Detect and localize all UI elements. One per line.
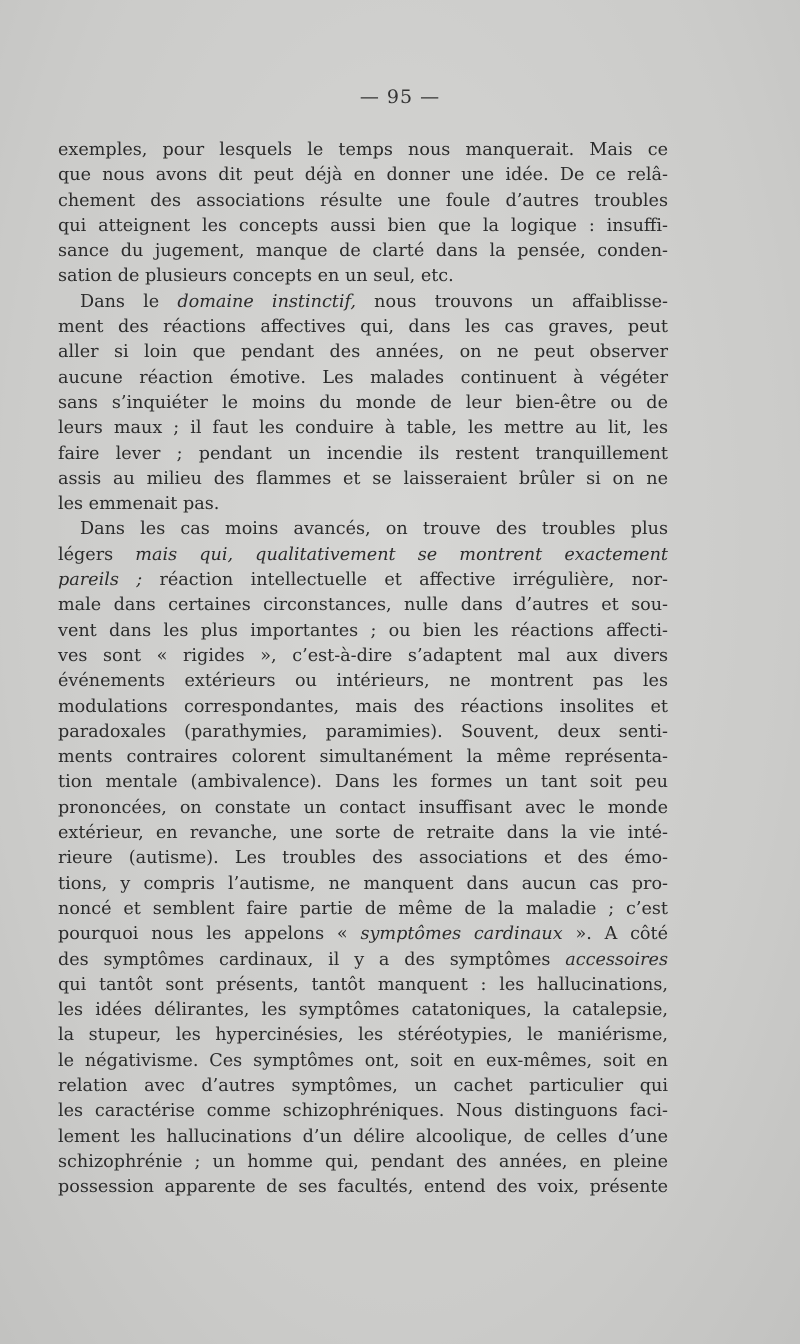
text-line [58,315,668,340]
text-segment: ». A côté [562,924,668,945]
text-line [58,1099,668,1124]
text-segment: aucune réaction émotive. Les malades continuent à végéter [58,367,668,388]
text-segment: leurs maux ; il faut les conduire à table, les mettre au lit, les [58,418,668,439]
text-segment: chement des associations résulte une foule d’autres troubles [58,190,668,211]
text-segment: tions, y compris l’autisme, ne manquent dans aucun cas pro- [58,873,668,894]
text-line [58,1125,668,1150]
text-segment: sance du jugement, manque de clarté dans la pensée, conden- [58,241,668,262]
text-line [58,1150,668,1175]
text-line [58,593,668,618]
text-segment: extérieur, en revanche, une sorte de retraite dans la vie inté- [58,823,668,844]
text-line [58,163,668,188]
text-line [58,340,668,365]
italic-text: mais qui, qualitativement se montrent exactement [135,544,668,565]
text-line [58,517,668,542]
text-line [58,214,668,239]
text-segment: pourquoi nous les appelons « [58,924,361,945]
text-line [58,948,668,973]
text-segment: événements extérieurs ou intérieurs, ne montrent pas les [58,671,668,692]
text-segment: qui atteignent les concepts aussi bien que la logique : insuffi- [58,215,668,236]
text-line [58,973,668,998]
text-line [58,770,668,795]
text-line [58,290,668,315]
text-line [58,695,668,720]
text-segment: aller si loin que pendant des années, on ne peut observer [58,342,668,363]
text-line [58,391,668,416]
text-segment: modulations correspondantes, mais des réactions insolites et [58,696,668,717]
text-line [58,264,668,289]
text-line [58,1175,668,1200]
text-segment: vent dans les plus importantes ; ou bien les réactions affecti- [58,620,668,641]
text-segment: des symptômes cardinaux, il y a des symptômes [58,949,566,970]
text-line [58,239,668,264]
text-segment: le négativisme. Ces symptômes ont, soit en eux-mêmes, soit en [58,1050,668,1071]
text-line [58,467,668,492]
italic-text: symptômes cardinaux [360,924,563,945]
text-segment: ment des réactions affectives qui, dans les cas graves, peut [58,317,668,338]
text-segment: légers [58,544,136,565]
text-line [58,1049,668,1074]
text-line [58,543,668,568]
text-segment: que nous avons dit peut déjà en donner une idée. De ce relâ- [58,165,668,186]
text-line [58,669,668,694]
text-line [58,619,668,644]
text-segment: possession apparente de ses facultés, entend des voix, présente [58,1177,668,1198]
text-segment: prononcées, on constate un contact insuffisant avec le monde [58,797,668,818]
text-line [58,846,668,871]
text-segment: Dans le [80,291,178,312]
text-segment: faire lever ; pendant un incendie ils restent tranquillement [58,443,668,464]
text-line [58,416,668,441]
text-line [58,745,668,770]
text-segment: relation avec d’autres symptômes, un cachet particulier qui [58,1075,668,1096]
text-line [58,492,668,517]
body-text [58,138,668,1200]
text-line [58,1023,668,1048]
text-segment: sation de plusieurs concepts en un seul, etc. [58,266,454,287]
text-line [58,821,668,846]
text-segment: male dans certaines circonstances, nulle dans d’autres et sou- [58,595,668,616]
text-segment: nous trouvons un affaiblisse- [355,291,668,312]
text-segment: ves sont « rigides », c’est-à-dire s’adaptent mal aux divers [58,645,668,666]
text-line [58,138,668,163]
text-segment: noncé et semblent faire partie de même de la maladie ; c’est [58,898,668,919]
text-segment: qui tantôt sont présents, tantôt manquent : les hallucinations, [58,974,668,995]
text-line [58,366,668,391]
text-segment: réaction intellectuelle et affective irrégulière, nor- [142,570,668,591]
text-segment: schizophrénie ; un homme qui, pendant des années, en pleine [58,1151,668,1172]
text-line [58,998,668,1023]
text-line [58,442,668,467]
text-line [58,872,668,897]
text-line [58,796,668,821]
text-line [58,922,668,947]
page-number: — 95 — [359,86,441,108]
text-line [58,720,668,745]
text-line [58,897,668,922]
text-segment: les emmenait pas. [58,494,220,515]
text-segment: les caractérise comme schizophréniques. Nous distinguons faci- [58,1101,668,1122]
text-segment: Dans les cas moins avancés, on trouve des troubles plus [80,519,668,540]
text-segment: exemples, pour lesquels le temps nous manquerait. Mais ce [58,140,668,160]
text-segment: rieure (autisme). Les troubles des associations et des émo- [58,848,668,869]
text-segment: la stupeur, les hypercinésies, les stéréotypies, le maniérisme, [58,1025,668,1046]
text-segment: ments contraires colorent simultanément la même représenta- [58,747,668,768]
italic-text: domaine instinctif, [177,291,356,312]
italic-text: accessoires [565,949,668,970]
text-segment: assis au milieu des flammes et se laisseraient brûler si on ne [58,468,668,489]
italic-text: pareils ; [58,570,143,591]
text-segment: paradoxales (parathymies, paramimies). Souvent, deux senti- [58,721,668,742]
text-segment: lement les hallucinations d’un délire alcoolique, de celles d’une [58,1126,668,1147]
text-line [58,1074,668,1099]
text-segment: sans s’inquiéter le moins du monde de leur bien-être ou de [58,392,668,413]
text-line [58,644,668,669]
text-line [58,189,668,214]
text-segment: tion mentale (ambivalence). Dans les formes un tant soit peu [58,772,668,793]
text-segment: les idées délirantes, les symptômes catatoniques, la catalepsie, [58,1000,668,1021]
text-line [58,568,668,593]
